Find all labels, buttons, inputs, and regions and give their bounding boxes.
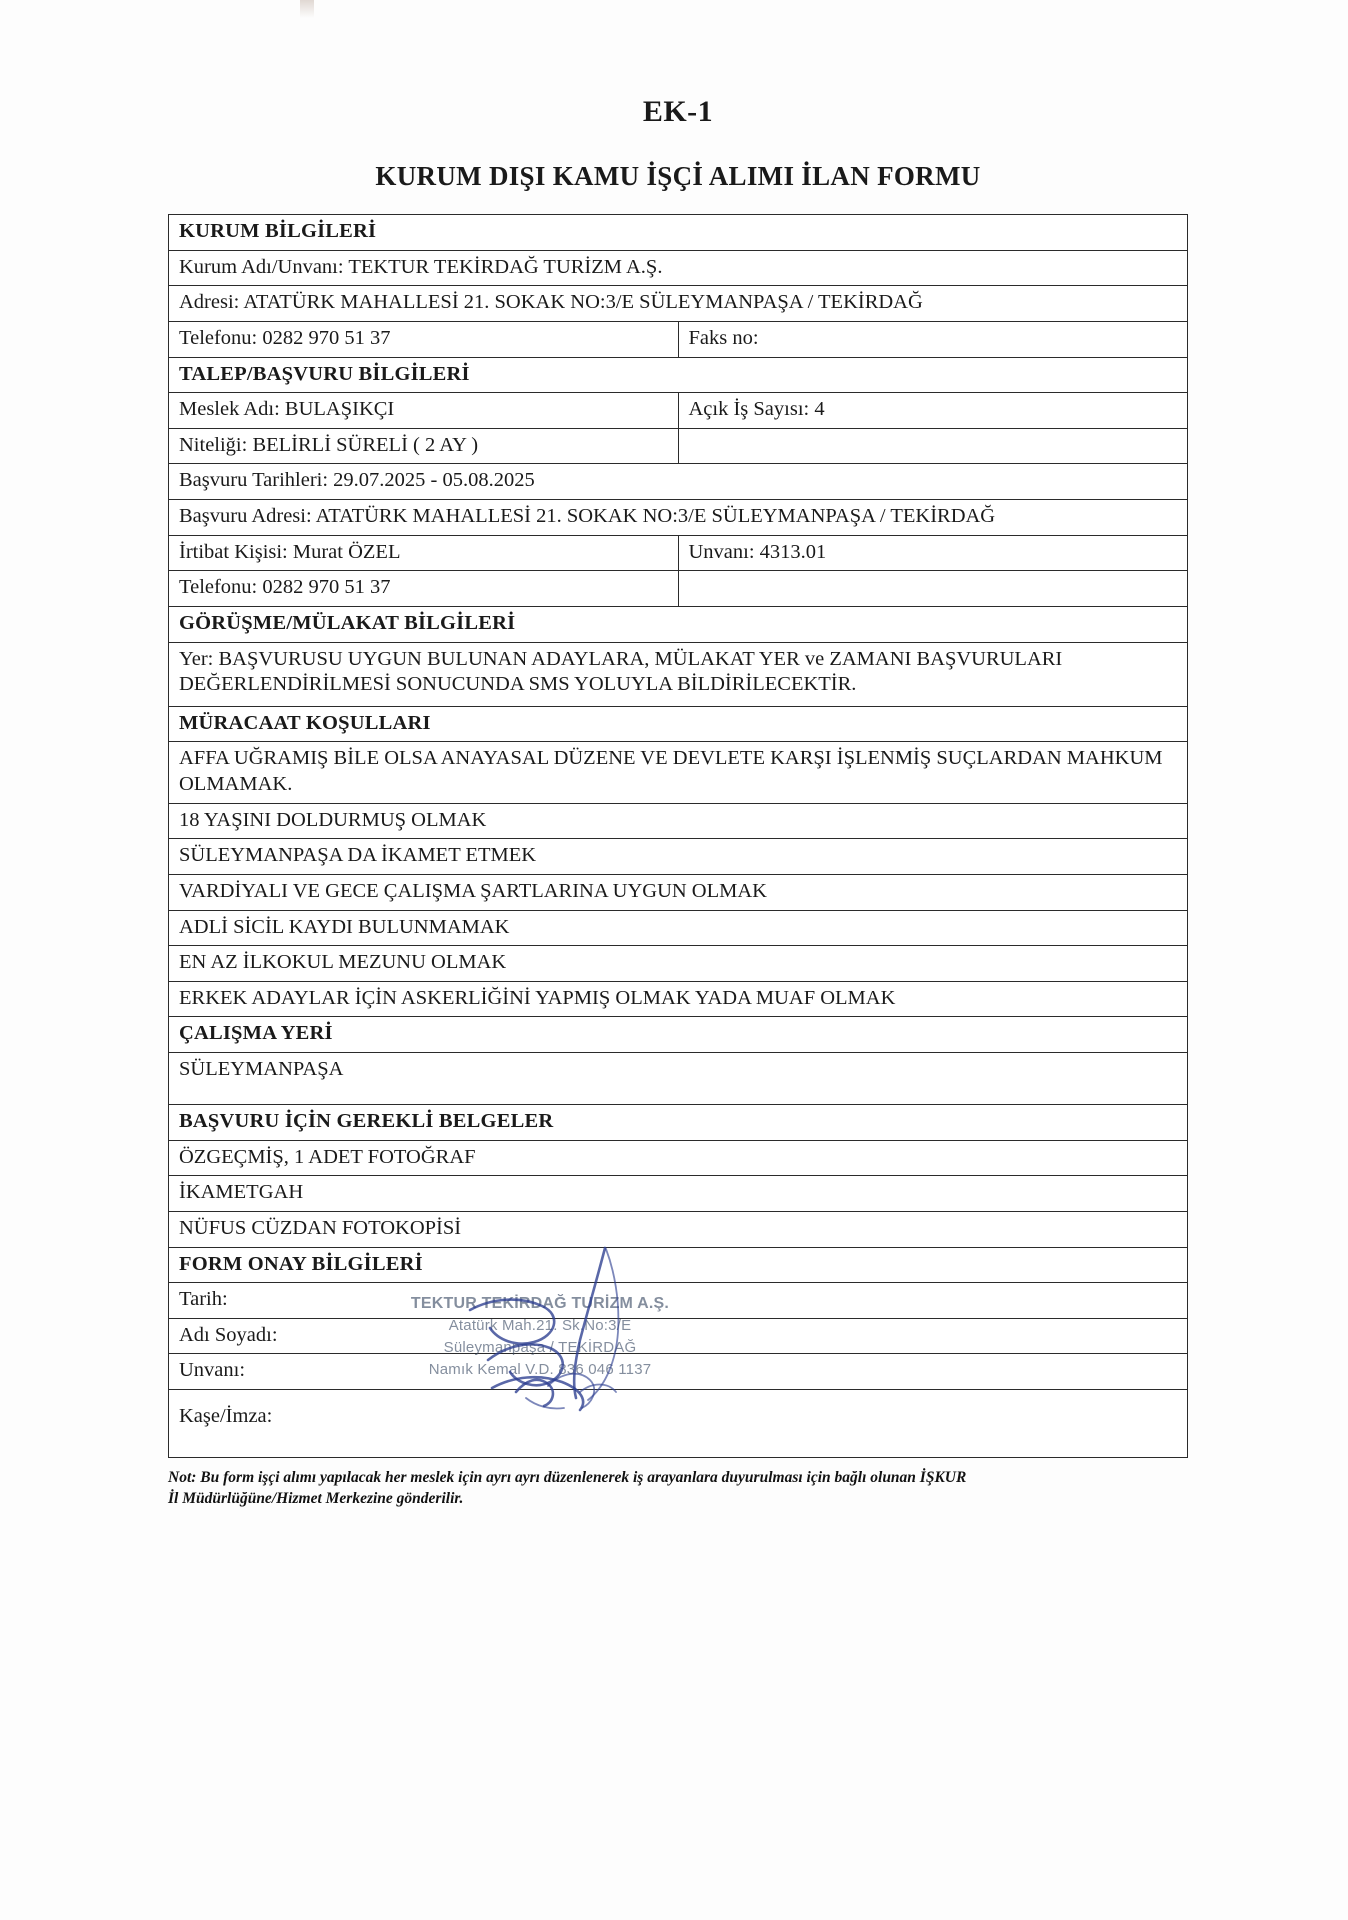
field-unvani: Unvanı: 4313.01 xyxy=(678,535,1188,571)
stamp-line-2: Atatürk Mah.21. Sk.No:3/E xyxy=(448,1317,632,1335)
table-row xyxy=(169,1017,1188,1053)
table-row xyxy=(169,910,1188,946)
field-onay-adi-soyadi: Adı Soyadı: xyxy=(169,1318,1188,1354)
document-item: NÜFUS CÜZDAN FOTOKOPİSİ xyxy=(169,1211,1188,1247)
field-nitelik-right xyxy=(678,428,1188,464)
table-row xyxy=(169,606,1188,642)
table-row xyxy=(169,286,1188,322)
table-row xyxy=(169,874,1188,910)
field-irtibat-telefon: Telefonu: 0282 970 51 37 xyxy=(169,571,679,607)
stamp-line-1: TEKTUR TEKİRDAĞ TURİZM A.Ş. xyxy=(410,1295,670,1312)
field-nitelik: Niteliği: BELİRLİ SÜRELİ ( 2 AY ) xyxy=(169,428,679,464)
condition-item: ERKEK ADAYLAR İÇİN ASKERLİĞİNİ YAPMIŞ OLMAK YADA MUAF OLMAK xyxy=(169,981,1188,1017)
document-item: ÖZGEÇMİŞ, 1 ADET FOTOĞRAF xyxy=(169,1140,1188,1176)
table-row xyxy=(169,1105,1188,1141)
table-row xyxy=(169,1318,1188,1354)
scan-artifact xyxy=(300,0,314,18)
section-header-belgeler: BAŞVURU İÇİN GEREKLİ BELGELER xyxy=(169,1105,1188,1141)
table-row xyxy=(169,642,1188,706)
table-row xyxy=(169,1283,1188,1319)
field-onay-tarih: Tarih: xyxy=(169,1283,1188,1319)
table-row xyxy=(169,215,1188,251)
field-meslek-adi: Meslek Adı: BULAŞIKÇI xyxy=(169,393,679,429)
field-basvuru-adresi: Başvuru Adresi: ATATÜRK MAHALLESİ 21. SOKAK NO:3/E SÜLEYMANPAŞA / TEKİRDAĞ xyxy=(169,500,1188,536)
table-row xyxy=(169,706,1188,742)
workplace-item: SÜLEYMANPAŞA xyxy=(169,1053,1188,1105)
table-row xyxy=(169,428,1188,464)
table-row xyxy=(169,981,1188,1017)
table-row xyxy=(169,393,1188,429)
section-header-kurum: KURUM BİLGİLERİ xyxy=(169,215,1188,251)
table-row xyxy=(169,1053,1188,1105)
ek-label: EK-1 xyxy=(642,95,714,128)
section-header-onay: FORM ONAY BİLGİLERİ xyxy=(169,1247,1188,1283)
footer-note-line1: Not: Bu form işçi alımı yapılacak her meslek için ayrı ayrı düzenlenerek iş arayanlara duyurulması için bağlı olunan İŞKUR xyxy=(168,1469,967,1486)
table-row xyxy=(169,321,1188,357)
field-irtibat-telefon-right xyxy=(678,571,1188,607)
table-row xyxy=(169,535,1188,571)
field-gorusme-yer: Yer: BAŞVURUSU UYGUN BULUNAN ADAYLARA, MÜLAKAT YER ve ZAMANI BAŞVURULARI DEĞERLENDİRİLMESİ SONUCUNDA SMS YOLUYLA BİLDİRİLECEKTİR. xyxy=(169,642,1188,706)
field-kurum-adi: Kurum Adı/Unvanı: TEKTUR TEKİRDAĞ TURİZM A.Ş. xyxy=(169,250,1188,286)
condition-item: VARDİYALI VE GECE ÇALIŞMA ŞARTLARINA UYGUN OLMAK xyxy=(169,874,1188,910)
table-row xyxy=(169,839,1188,875)
condition-item: SÜLEYMANPAŞA DA İKAMET ETMEK xyxy=(169,839,1188,875)
table-row xyxy=(169,1140,1188,1176)
condition-item: AFFA UĞRAMIŞ BİLE OLSA ANAYASAL DÜZENE VE DEVLETE KARŞI İŞLENMİŞ SUÇLARDAN MAHKUM OLMAMAK. xyxy=(169,742,1188,803)
section-header-calisma-yeri: ÇALIŞMA YERİ xyxy=(169,1017,1188,1053)
form-table xyxy=(168,214,1188,1458)
table-row xyxy=(169,1354,1188,1390)
condition-item: 18 YAŞINI DOLDURMUŞ OLMAK xyxy=(169,803,1188,839)
field-faks: Faks no: xyxy=(678,321,1188,357)
condition-item: ADLİ SİCİL KAYDI BULUNMAMAK xyxy=(169,910,1188,946)
field-onay-unvani: Unvanı: xyxy=(169,1354,1188,1390)
section-header-kosullar: MÜRACAAT KOŞULLARI xyxy=(169,706,1188,742)
field-telefon: Telefonu: 0282 970 51 37 xyxy=(169,321,679,357)
form-title: KURUM DIŞI KAMU İŞÇİ ALIMI İLAN FORMU xyxy=(375,161,981,191)
footer-note xyxy=(168,1468,1188,1510)
table-row xyxy=(169,571,1188,607)
table-row xyxy=(169,742,1188,803)
table-row xyxy=(169,803,1188,839)
table-row xyxy=(169,357,1188,393)
document-item: İKAMETGAH xyxy=(169,1176,1188,1212)
field-onay-kase-imza: Kaşe/İmza: xyxy=(169,1390,1188,1458)
table-row xyxy=(169,1176,1188,1212)
table-row xyxy=(169,1390,1188,1458)
table-row xyxy=(169,250,1188,286)
field-irtibat-kisisi: İrtibat Kişisi: Murat ÖZEL xyxy=(169,535,679,571)
field-basvuru-tarihleri: Başvuru Tarihleri: 29.07.2025 - 05.08.2025 xyxy=(169,464,1188,500)
section-header-gorusme: GÖRÜŞME/MÜLAKAT BİLGİLERİ xyxy=(169,606,1188,642)
table-row xyxy=(169,500,1188,536)
form-document xyxy=(168,95,1188,1510)
stamp-line-3: Süleymanpaşa / TEKİRDAĞ xyxy=(443,1338,637,1356)
condition-item: EN AZ İLKOKUL MEZUNU OLMAK xyxy=(169,946,1188,982)
table-row xyxy=(169,464,1188,500)
table-row xyxy=(169,946,1188,982)
stamp-line-4: Namık Kemal V.D. 836 046 1137 xyxy=(428,1360,652,1378)
field-acik-is-sayisi: Açık İş Sayısı: 4 xyxy=(678,393,1188,429)
table-row xyxy=(169,1211,1188,1247)
field-adres: Adresi: ATATÜRK MAHALLESİ 21. SOKAK NO:3/E SÜLEYMANPAŞA / TEKİRDAĞ xyxy=(169,286,1188,322)
section-header-talep: TALEP/BAŞVURU BİLGİLERİ xyxy=(169,357,1188,393)
footer-note-line2: İl Müdürlüğüne/Hizmet Merkezine gönderilir. xyxy=(168,1489,464,1507)
table-row xyxy=(169,1247,1188,1283)
